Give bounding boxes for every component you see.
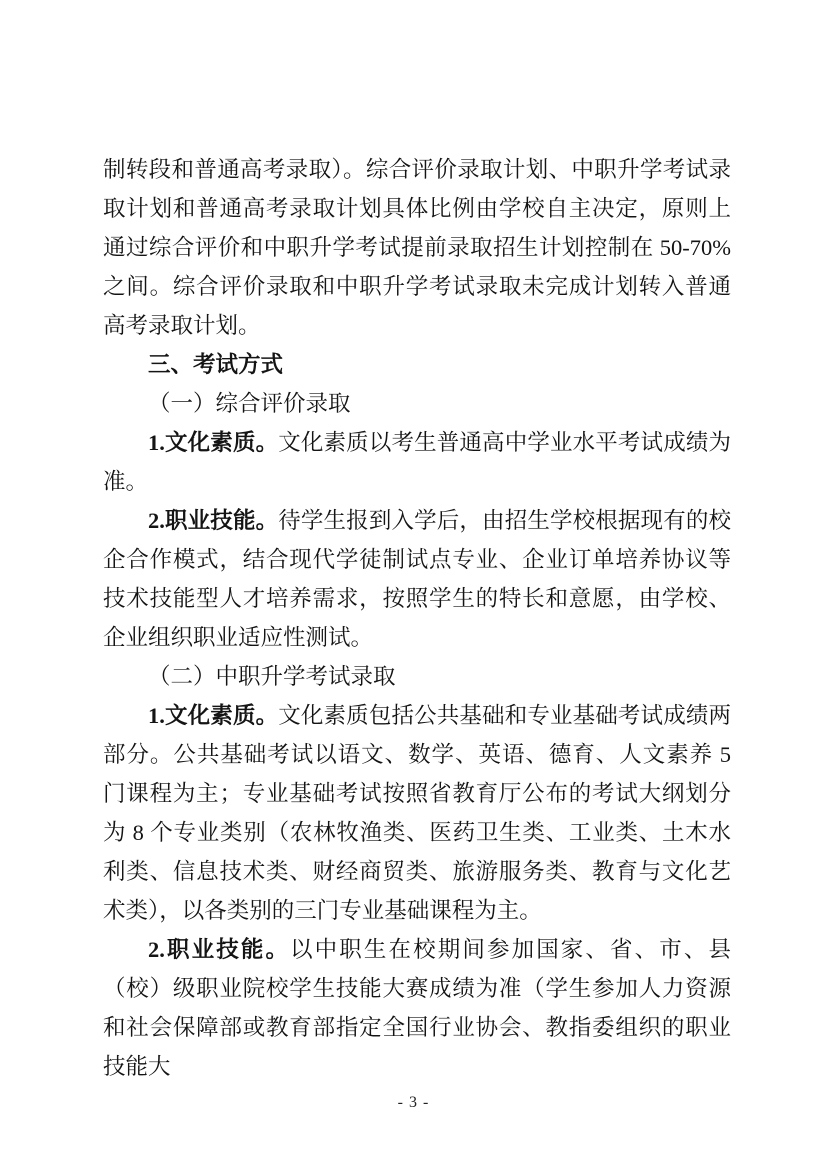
item-cultural-quality-2: [103, 696, 731, 930]
section-heading-exam-method: 三、考试方式: [148, 352, 284, 377]
item-cultural-quality-1: [103, 423, 731, 501]
item-vocational-skill-2: [103, 930, 731, 1086]
item-lead: 2.职业技能。: [148, 937, 291, 962]
document-body: [103, 150, 731, 1086]
subsection-heading-vocational-exam: （二）中职升学考试录取: [148, 664, 396, 689]
page-number: - 3 -: [397, 1094, 430, 1111]
item-text: 以中职生在校期间参加国家、省、市、县（校）级职业院校学生技能大赛成绩为准（学生参加人力资源和社会保障部或教育部指定全国行业协会、教指委组织的职业技能大: [103, 937, 731, 1079]
item-text: 文化素质以考生普通高中学业水平考试成绩为准。: [103, 430, 731, 494]
paragraph-continuation: 制转段和普通高考录取）。综合评价录取计划、中职升学考试录取计划和普通高考录取计划具体比例由学校自主决定，原则上通过综合评价和中职升学考试提前录取招生计划控制在 50-70%之间。综合评价录取和中职升学考试录取未完成计划转入普通高考录取计划。: [103, 157, 731, 338]
item-text: 待学生报到入学后，由招生学校根据现有的校企合作模式，结合现代学徒制试点专业、企业订单培养协议等技术技能型人才培养需求，按照学生的特长和意愿，由学校、企业组织职业适应性测试。: [103, 508, 731, 650]
item-lead: 1.文化素质。: [148, 430, 279, 455]
subsection-heading-comprehensive-evaluation: （一）综合评价录取: [148, 391, 351, 416]
item-vocational-skill-1: [103, 501, 731, 657]
item-lead: 1.文化素质。: [148, 703, 279, 728]
item-text: 文化素质包括公共基础和专业基础考试成绩两部分。公共基础考试以语文、数学、英语、德育、人文素养 5 门课程为主；专业基础考试按照省教育厅公布的考试大纲划分为 8 个专业类别（农林牧渔类、医药卫生类、工业类、土木水利类、信息技术类、财经商贸类、旅游服务类、教育与文化艺术类），以各类别的三门专业基础课程为主。: [103, 703, 731, 923]
item-lead: 2.职业技能。: [148, 508, 279, 533]
